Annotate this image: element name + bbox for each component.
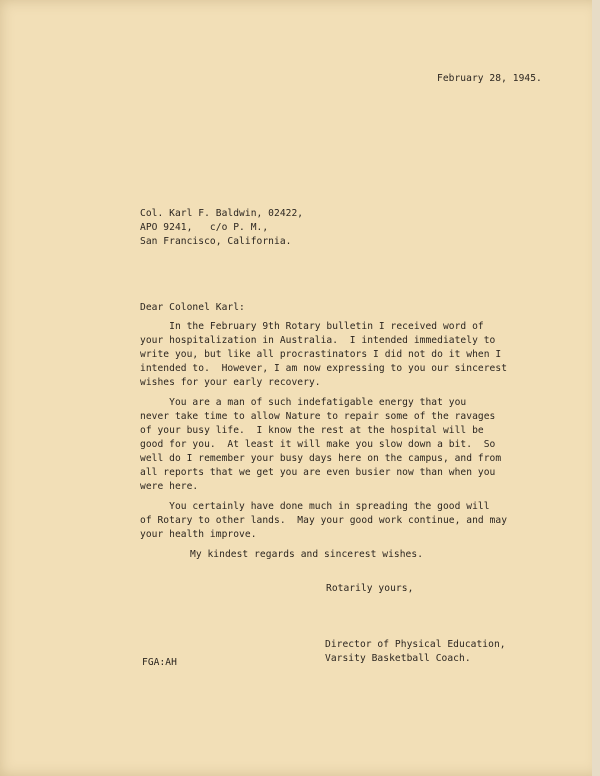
recipient-city-line: San Francisco, California.: [140, 236, 292, 247]
paragraph-3-line: your health improve.: [140, 529, 257, 540]
signer-title: Director of Physical Education,: [325, 639, 506, 650]
closing-remark: My kindest regards and sincerest wishes.: [190, 549, 424, 560]
page-edge: [592, 0, 600, 776]
salutation: Dear Colonel Karl:: [140, 302, 245, 313]
paragraph-1-line: your hospitalization in Australia. I intended immediately to: [140, 335, 496, 346]
letter-date: February 28, 1945.: [437, 73, 542, 84]
paragraph-1-line: In the February 9th Rotary bulletin I received word of: [140, 321, 484, 332]
typist-initials: FGA:AH: [142, 657, 177, 668]
signoff: Rotarily yours,: [326, 583, 414, 594]
recipient-apo-line: APO 9241, c/o P. M.,: [140, 222, 269, 233]
paragraph-1-line: intended to. However, I am now expressing to you our sincerest: [140, 363, 508, 374]
paragraph-2-line: well do I remember your busy days here on the campus, and from: [140, 453, 502, 464]
paragraph-2-line: You are a man of such indefatigable energy that you: [140, 397, 467, 408]
paragraph-2-line: never take time to allow Nature to repair some of the ravages: [140, 411, 496, 422]
paragraph-2-line: of your busy life. I know the rest at the hospital will be: [140, 425, 484, 436]
paragraph-2-line: good for you. At least it will make you slow down a bit. So: [140, 439, 496, 450]
paragraph-1-line: write you, but like all procrastinators I did not do it when I: [140, 349, 502, 360]
paragraph-2-line: were here.: [140, 481, 199, 492]
paragraph-2-line: all reports that we get you are even busier now than when you: [140, 467, 496, 478]
recipient-name-line: Col. Karl F. Baldwin, 02422,: [140, 208, 304, 219]
paragraph-1-line: wishes for your early recovery.: [140, 377, 321, 388]
signer-title: Varsity Basketball Coach.: [325, 653, 471, 664]
paragraph-3-line: You certainly have done much in spreading the good will: [140, 501, 490, 512]
paragraph-3-line: of Rotary to other lands. May your good work continue, and may: [140, 515, 508, 526]
